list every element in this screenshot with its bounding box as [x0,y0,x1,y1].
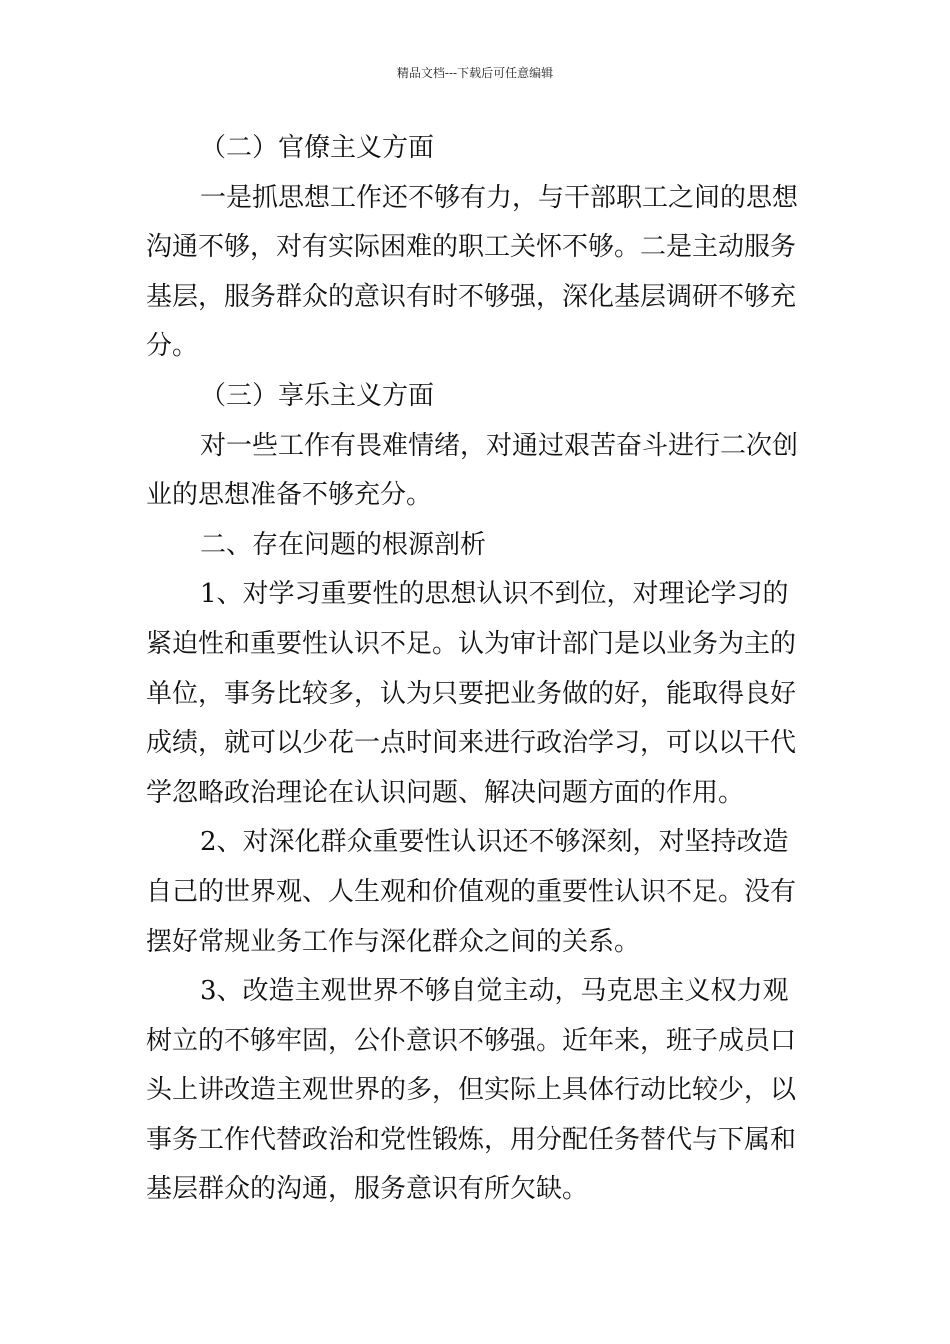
page-header: 精品文档---下载后可任意编辑 [396,66,554,80]
subsection-heading-bureaucratism: （二）官僚主义方面 [200,133,435,163]
section-heading-root-causes: 二、存在问题的根源剖析 [200,529,487,560]
paragraph-hedonism: 对一些工作有畏难情绪，对通过艰苦奋斗进行二次创业的思想准备不够充分。 [146,430,799,511]
paragraph-bureaucratism: 一是抓思想工作还不够有力，与干部职工之间的思想沟通不够，对有实际困难的职工关怀不够。二是主动服务基层，服务群众的意识有时不够强，深化基层调研不够充分。 [146,182,799,362]
document-body [146,124,810,1215]
paragraph-item-1: 1、对学习重要性的思想认识不到位，对理论学习的紧迫性和重要性认识不足。认为审计部门是以业务为主的单位，事务比较多，认为只要把业务做的好，能取得良好成绩，就可以少花一点时间来进行政治学习，可以以干代学忽略政治理论在认识问题、解决问题方面的作用。 [146,579,797,808]
subsection-heading-hedonism: （三）享乐主义方面 [200,380,435,411]
paragraph-item-3: 3、改造主观世界不够自觉主动，马克思主义权力观树立的不够牢固，公仆意识不够强。近年来，班子成员口头上讲改造主观世界的多，但实际上具体行动比较少，以事务工作代替政治和党性锻炼，用分配任务替代与下属和基层群众的沟通，服务意识有所欠缺。 [146,976,797,1205]
paragraph-item-2: 2、对深化群众重要性认识还不够深刻，对坚持改造自己的世界观、人生观和价值观的重要性认识不足。没有摆好常规业务工作与深化群众之间的关系。 [146,827,797,957]
